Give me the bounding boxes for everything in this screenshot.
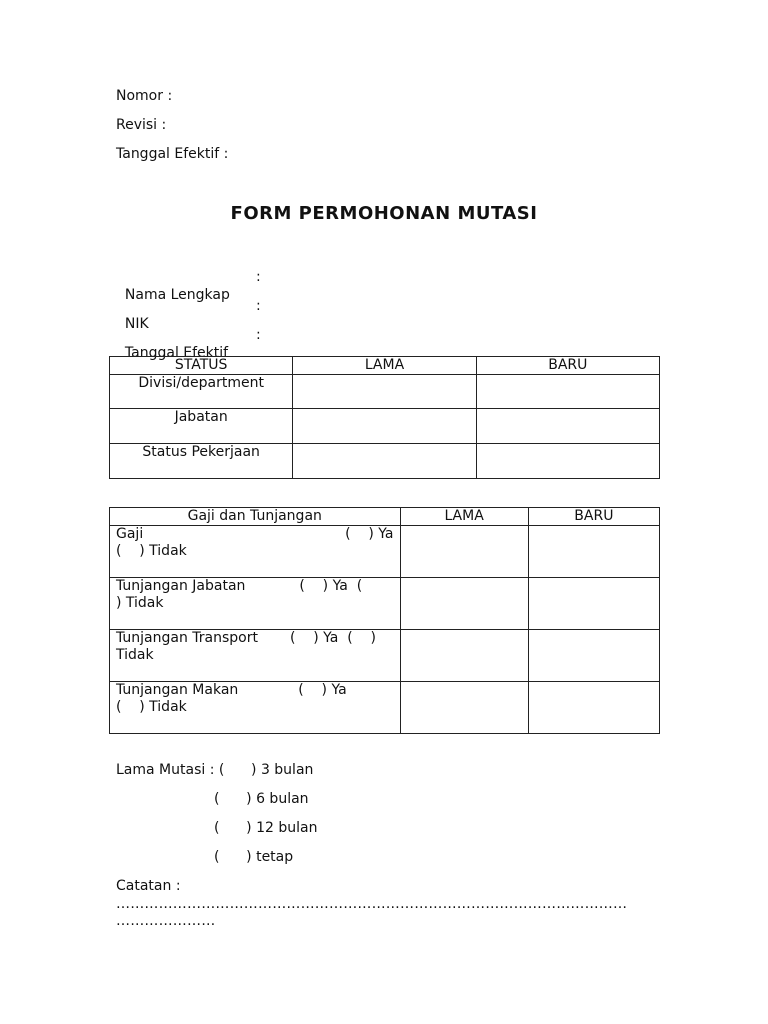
tidak-option[interactable]: Tidak — [116, 647, 154, 663]
ya-option[interactable]: ( ) Ya ( ) — [290, 630, 377, 646]
row-label — [110, 682, 401, 734]
baru-cell[interactable] — [476, 375, 659, 409]
lama-mutasi-option-tetap[interactable]: ( ) tetap — [214, 849, 294, 865]
baru-cell[interactable] — [528, 682, 659, 734]
ya-option[interactable]: ( ) Ya — [298, 682, 347, 698]
row-label — [110, 630, 401, 682]
catatan-label: Catatan : — [116, 878, 181, 894]
tidak-option[interactable]: ) Tidak — [116, 595, 164, 611]
table-row — [110, 409, 660, 444]
baru-cell[interactable] — [476, 409, 659, 444]
catatan-dotted-line[interactable]: ………………… — [116, 913, 216, 929]
lama-cell[interactable] — [293, 375, 476, 409]
nomor-label: Nomor : — [116, 88, 173, 104]
lama-cell[interactable] — [293, 409, 476, 444]
table-row — [110, 526, 660, 578]
field-colon: : — [256, 327, 261, 343]
table-row — [110, 375, 660, 409]
row-label — [110, 526, 401, 578]
table-row — [110, 682, 660, 734]
ya-option[interactable]: ( ) Ya — [345, 526, 394, 542]
tidak-option[interactable]: ( ) Tidak — [116, 543, 187, 559]
column-header-gaji-tunjangan: Gaji dan Tunjangan — [110, 508, 401, 526]
row-label: Status Pekerjaan — [110, 444, 293, 479]
revisi-label: Revisi : — [116, 117, 167, 133]
row-name: Tunjangan Transport — [116, 630, 258, 646]
column-header-baru: BARU — [528, 508, 659, 526]
row-label: Jabatan — [110, 409, 293, 444]
baru-cell[interactable] — [528, 526, 659, 578]
baru-cell[interactable] — [476, 444, 659, 479]
tanggal-efektif-header-label: Tanggal Efektif : — [116, 146, 229, 162]
lama-mutasi-option-6-bulan[interactable]: ( ) 6 bulan — [214, 791, 309, 807]
row-name: Tunjangan Jabatan — [116, 578, 246, 594]
table-row — [110, 630, 660, 682]
field-colon: : — [256, 298, 261, 314]
row-name: Gaji — [116, 526, 144, 542]
lama-cell[interactable] — [400, 578, 528, 630]
field-label: Nama Lengkap — [124, 287, 230, 303]
table-row — [110, 578, 660, 630]
catatan-dotted-line[interactable]: ……………………………………………………………………………………………… — [116, 896, 628, 912]
page-title: FORM PERMOHONAN MUTASI — [230, 203, 538, 224]
field-label: Tanggal Efektif — [124, 345, 229, 361]
row-label — [110, 578, 401, 630]
baru-cell[interactable] — [528, 630, 659, 682]
ya-option[interactable]: ( ) Ya ( — [299, 578, 363, 594]
lama-mutasi-label[interactable]: Lama Mutasi : ( ) 3 bulan — [116, 762, 314, 778]
lama-cell[interactable] — [293, 444, 476, 479]
lama-cell[interactable] — [400, 682, 528, 734]
tidak-option[interactable]: ( ) Tidak — [116, 699, 187, 715]
row-name: Tunjangan Makan — [116, 682, 239, 698]
field-colon: : — [256, 269, 261, 285]
lama-cell[interactable] — [400, 526, 528, 578]
status-table — [109, 356, 660, 479]
row-label: Divisi/department — [110, 375, 293, 409]
lama-mutasi-option-12-bulan[interactable]: ( ) 12 bulan — [214, 820, 318, 836]
gaji-tunjangan-table — [109, 507, 660, 734]
lama-cell[interactable] — [400, 630, 528, 682]
column-header-baru: BARU — [476, 357, 659, 375]
column-header-lama: LAMA — [293, 357, 476, 375]
table-row — [110, 444, 660, 479]
baru-cell[interactable] — [528, 578, 659, 630]
column-header-lama: LAMA — [400, 508, 528, 526]
field-label: NIK — [124, 316, 149, 332]
column-header-status: STATUS — [110, 357, 293, 375]
